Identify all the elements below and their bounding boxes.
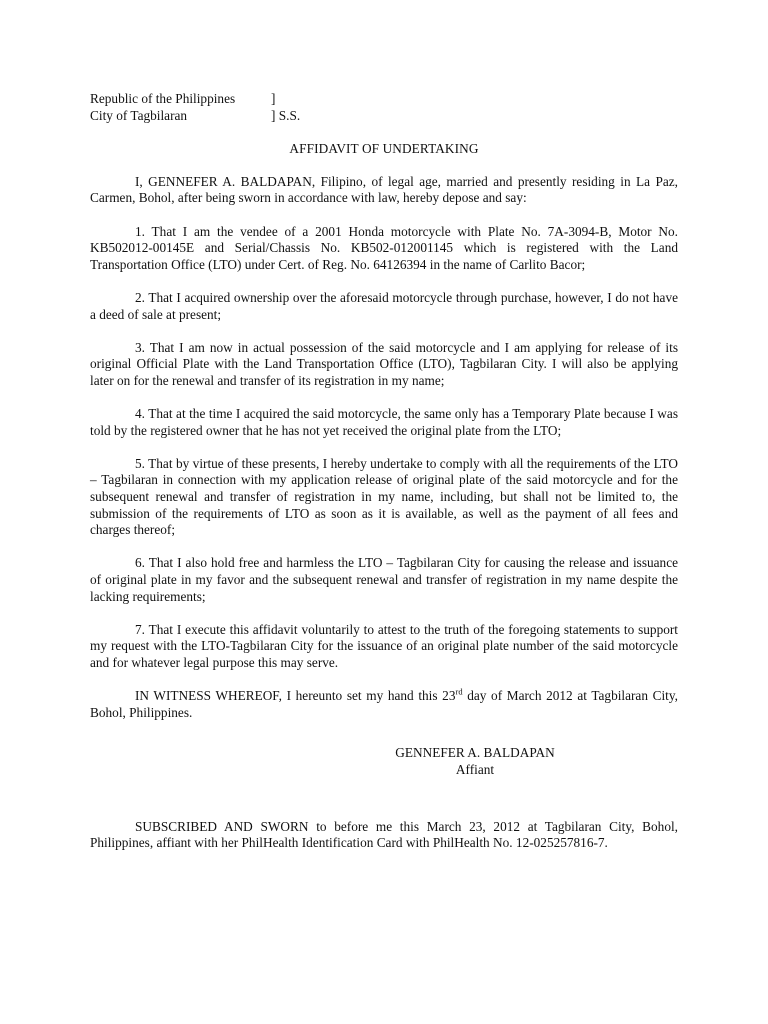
paragraph-7: 7. That I execute this affidavit voluntarily to attest to the truth of the foregoing statements to support my request with the LTO-Tagbilaran City for the issuance of an original plate number of the said motorcycle and for whatever legal purpose this may serve. xyxy=(90,621,678,670)
venue-row-city xyxy=(90,108,678,125)
witness-text-start: IN WITNESS WHEREOF, I hereunto set my hand this 23 xyxy=(135,688,456,704)
paragraph-2: 2. That I acquired ownership over the aforesaid motorcycle through purchase, however, I do not have a deed of sale at present; xyxy=(90,289,678,322)
venue-block xyxy=(90,91,678,124)
jurat-paragraph: SUBSCRIBED AND SWORN to before me this March 23, 2012 at Tagbilaran City, Bohol, Philippines, affiant with her PhilHealth Identification Card with PhilHealth No. 12-025257816-7. xyxy=(90,818,678,851)
signature-block xyxy=(390,745,560,778)
affiant-name: GENNEFER A. BALDAPAN xyxy=(395,745,555,761)
venue-bracket: ] xyxy=(271,91,276,106)
intro-paragraph: I, GENNEFER A. BALDAPAN, Filipino, of legal age, married and presently residing in La Paz, Carmen, Bohol, after being sworn in accordance with law, hereby depose and say: xyxy=(90,173,678,206)
paragraph-6: 6. That I also hold free and harmless the LTO – Tagbilaran City for causing the release and issuance of original plate in my favor and the subsequent renewal and transfer of registration in my name despite the lacking requirements; xyxy=(90,555,678,604)
venue-country: Republic of the Philippines xyxy=(90,91,236,106)
witness-ordinal-suffix: rd xyxy=(455,686,463,697)
paragraph-5: 5. That by virtue of these presents, I hereby undertake to comply with all the requirements of the LTO – Tagbilaran in connection with my application release of original plate of the said motorcycle and for the subsequent renewal and transfer of registration in my name, including, but shall not be limited to, the submission of the requirements of LTO as soon as it is available, as well as the payment of all fees and charges thereof; xyxy=(90,455,678,538)
affidavit-document xyxy=(90,91,678,868)
paragraph-3: 3. That I am now in actual possession of the said motorcycle and I am applying for release of its original Official Plate with the Land Transportation Office (LTO), Tagbilaran City. I will also be applying later on for the renewal and transfer of its registration in my name; xyxy=(90,339,678,388)
venue-city: City of Tagbilaran xyxy=(90,107,188,123)
venue-ss: ] S.S. xyxy=(271,107,301,123)
witness-paragraph xyxy=(90,688,678,721)
paragraph-4: 4. That at the time I acquired the said motorcycle, the same only has a Temporary Plate because I was told by the registered owner that he has not yet received the original plate from the LTO; xyxy=(90,406,678,438)
witness-text-end: day of March 2012 at Tagbilaran City, Bohol, Philippines. xyxy=(90,688,678,720)
venue-row-republic xyxy=(90,91,678,108)
affiant-role: Affiant xyxy=(455,761,495,777)
paragraph-1: 1. That I am the vendee of a 2001 Honda motorcycle with Plate No. 7A-3094-B, Motor No. KB502012-00145E and Serial/Chassis No. KB502-012001145 which is registered with the Land Transportation Office (LTO) under Cert. of Reg. No. 64126394 in the name of Carlito Bacor; xyxy=(90,223,678,272)
document-title: AFFIDAVIT OF UNDERTAKING xyxy=(289,141,479,157)
